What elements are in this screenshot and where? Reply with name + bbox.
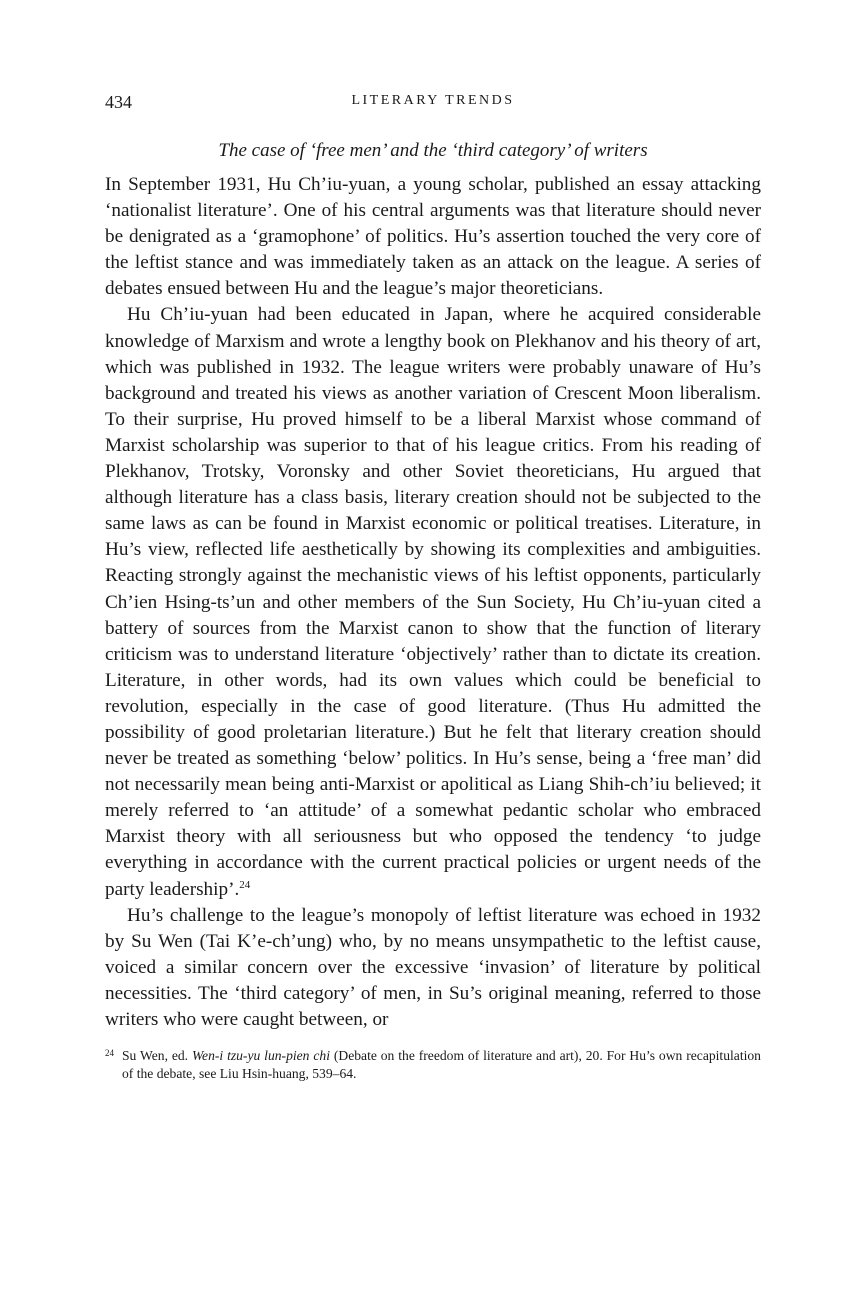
paragraph-2-text: Hu Ch’iu-yuan had been educated in Japan, where he acquired considerable knowledge of Marxism and wrote a lengthy book on Plekhanov and his theory of art, which was published in 1932. The league writers were probably unaware of Hu’s background and treated his views as another variation of Crescent Moon liberalism. To their surprise, Hu proved himself to be a liberal Marxist whose command of Marxist scholarship was superior to that of his league critics. From his reading of Plekhanov, Trotsky, Voronsky and other Soviet theoreticians, Hu argued that although literature has a class basis, literary creation should not be subjected to the same laws as can be found in Marxist economic or political treatises. Literature, in Hu’s view, reflected life aesthetically by showing its complexities and ambiguities. Reacting strongly against the mechanistic views of his leftist opponents, particularly Ch’ien Hsing-ts’un and other members of the Sun Society, Hu Ch’iu-yuan cited a battery of sources from the Marxist canon to show that the function of literary criticism was to understand literature ‘objectively’ rather than to dictate its creation. Literature, in other words, had its own values which could be beneficial to revolution, especially in the case of good literature. (Thus Hu admitted the possibility of good proletarian literature.) But he felt that literary creation should never be treated as something ‘below’ politics. In Hu’s sense, being a ‘free man’ did not necessarily mean being anti-Marxist or apolitical as Liang Shih-ch’iu believed; it merely referred to ‘an attitude’ of a somewhat pedantic scholar who embraced Marxist theory with all seriousness but who opposed the tendency ‘to judge everything in accordance with the current practical policies or urgent needs of the party leadership’. <box>105 304 761 900</box>
paragraph-2 <box>105 302 761 902</box>
footnote-marker: 24 <box>105 1048 114 1059</box>
running-head <box>105 92 761 116</box>
body-text <box>105 172 761 1033</box>
page-number: 434 <box>105 92 132 112</box>
paragraph-1-text: In September 1931, Hu Ch’iu-yuan, a young scholar, published an essay attacking ‘nationalist literature’. One of his central arguments was that literature should never be denigrated as a ‘gramophone’ of politics. Hu’s assertion touched the very core of the leftist stance and was immediately taken as an attack on the league. A series of debates ensued between Hu and the league’s major theoreticians. <box>105 174 761 300</box>
book-page <box>105 92 761 1083</box>
footnote-title: Wen-i tzu-yu lun-pien chi <box>191 1048 330 1064</box>
footnote-text-before: Su Wen, ed. <box>122 1048 192 1064</box>
paragraph-3 <box>105 903 761 1033</box>
paragraph-1 <box>105 172 761 302</box>
running-title: LITERARY TRENDS <box>351 93 515 108</box>
footnote-reference: 24 <box>239 878 251 891</box>
footnotes <box>105 1044 761 1083</box>
paragraph-3-text: Hu’s challenge to the league’s monopoly of leftist literature was echoed in 1932 by Su Wen (Tai K’e-ch’ung) who, by no means unsympathetic to the leftist cause, voiced a similar concern over the excessive ‘invasion’ of literature by political necessities. The ‘third category’ of men, in Su’s original meaning, referred to those writers who were caught between, or <box>105 904 761 1030</box>
section-heading: The case of ‘free men’ and the ‘third category’ of writers <box>218 140 648 161</box>
footnote-24 <box>105 1044 761 1083</box>
footnote-text-after: (Debate on the freedom of literature and art), 20. For Hu’s own recapitulation of the debate, see Liu Hsin-huang, 539–64. <box>122 1048 761 1082</box>
